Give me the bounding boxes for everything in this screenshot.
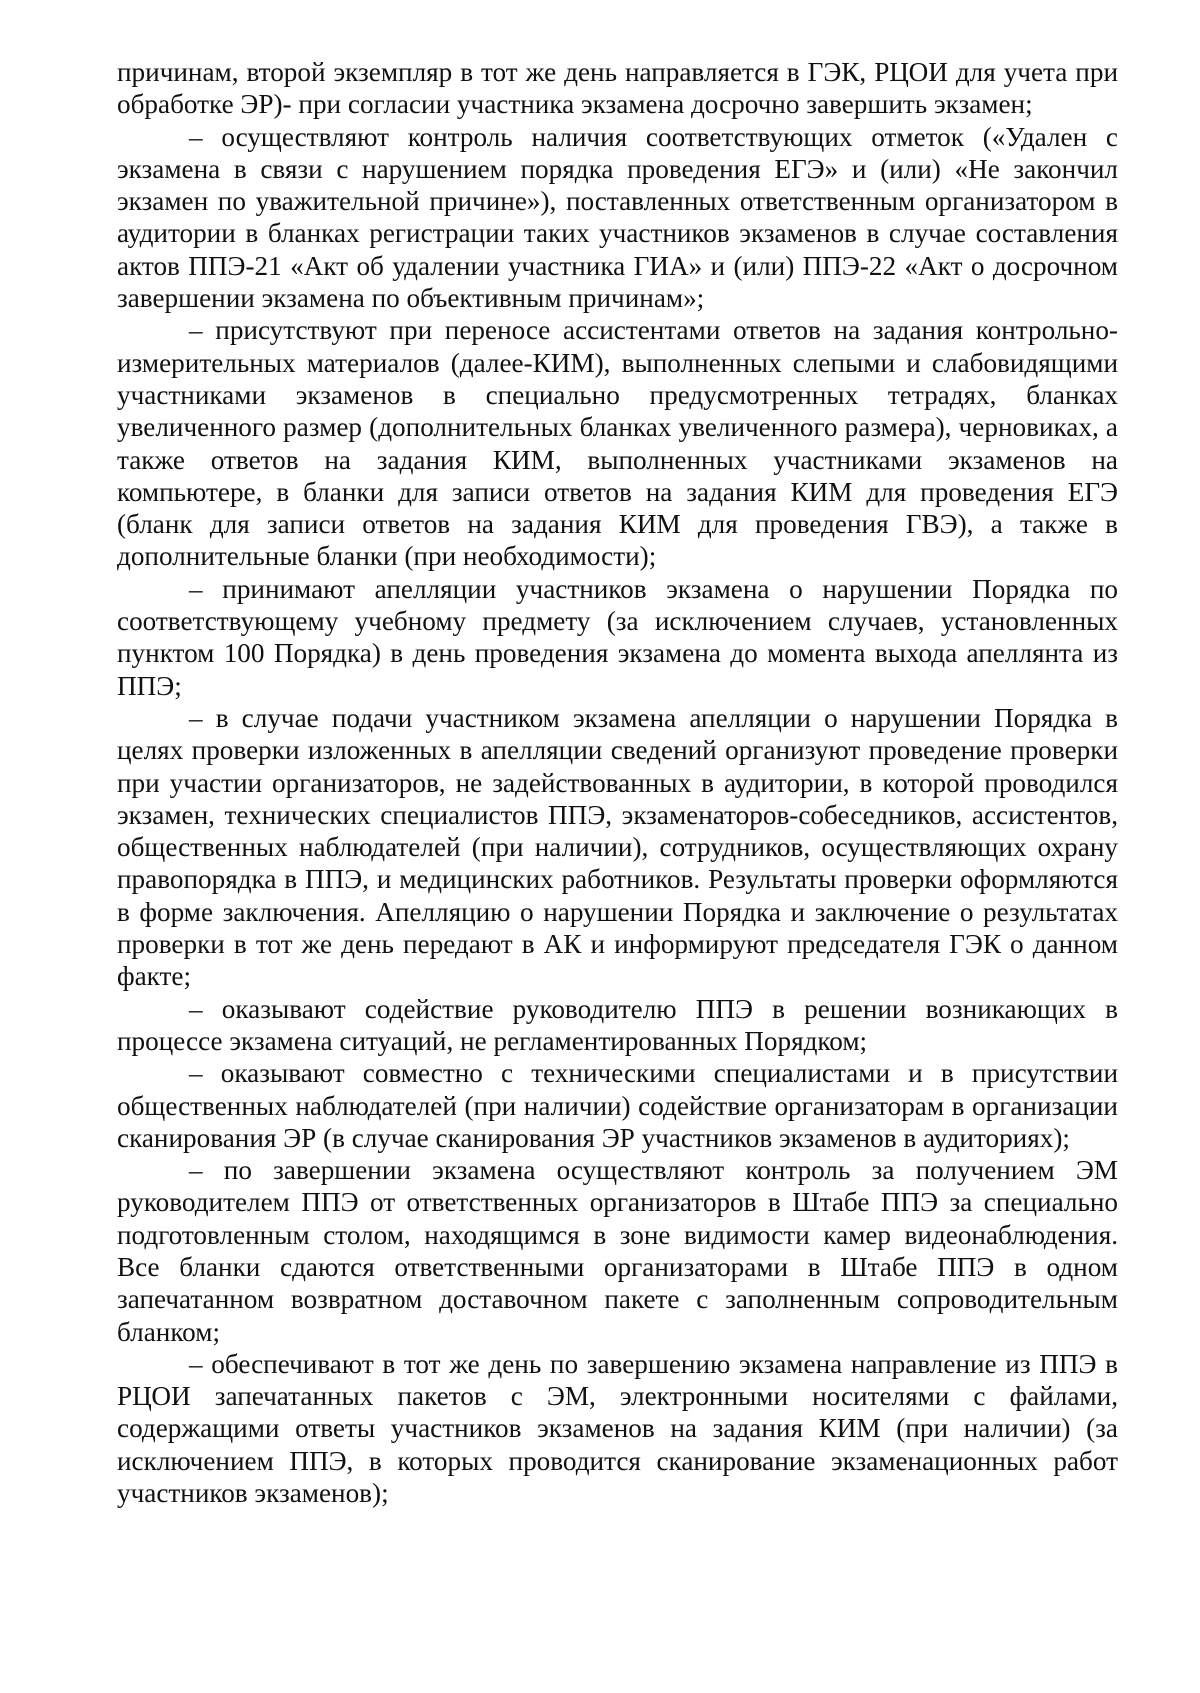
paragraph-delivery: – обеспечивают в тот же день по завершению экзамена направление из ППЭ в РЦОИ запечатанных пакетов с ЭМ, электронными носителями с файлами, содержащими ответы участников экзаменов на задания КИМ (при наличии) (за исключением ППЭ, в которых проводится сканирование экзаменационных работ участников экзаменов); — [117, 1348, 1118, 1509]
paragraph-exam-completion: – по завершении экзамена осуществляют контроль за получением ЭМ руководителем ППЭ от ответственных организаторов в Штабе ППЭ за специально подготовленным столом, находящимся в зоне видимости камер видеонаблюдения. Все бланки сдаются ответственными организаторами в Штабе ППЭ в одном запечатанном возвратном доставочном пакете с заполненным сопроводительным бланком; — [117, 1155, 1118, 1347]
paragraph-appeal-check: – в случае подачи участником экзамена апелляции о нарушении Порядка в целях проверки изложенных в апелляции сведений организуют проведение проверки при участии организаторов, не задействованных в аудитории, в которой проводился экзамен, технических специалистов ППЭ, экзаменаторов-собеседников, ассистентов, общественных наблюдателей (при наличии), сотрудников, осуществляющих охрану правопорядка в ППЭ, и медицинских работников. Результаты проверки оформляются в форме заключения. Апелляцию о нарушении Порядка и заключение о результатах проверки в тот же день передают в АК и информируют председателя ГЭК о данном факте; — [117, 702, 1118, 992]
paragraph-appeals: – принимают апелляции участников экзамена о нарушении Порядка по соответствующему учебному предмету (за исключением случаев, установленных пунктом 100 Порядка) в день проведения экзамена до момента выхода апеллянта из ППЭ; — [117, 573, 1118, 701]
paragraph-assistants-transfer: – присутствуют при переносе ассистентами ответов на задания контрольно-измерительных материалов (далее-КИМ), выполненных слепыми и слабовидящими участниками экзаменов в специально предусмотренных тетрадях, бланках увеличенного размер (дополнительных бланках увеличенного размера), черновиках, а также ответов на задания КИМ, выполненных участниками экзаменов на компьютере, в бланки для записи ответов на задания КИМ для проведения ЕГЭ (бланк для записи ответов на задания КИМ для проведения ГВЭ), а также в дополнительные бланки (при необходимости); — [117, 315, 1118, 572]
document-body — [117, 56, 1118, 1509]
paragraph-assist-head: – оказывают содействие руководителю ППЭ в решении возникающих в процессе экзамена ситуаций, не регламентированных Порядком; — [117, 993, 1118, 1056]
paragraph-control-marks: – осуществляют контроль наличия соответствующих отметок («Удален с экзамена в связи с нарушением порядка проведения ЕГЭ» и (или) «Не закончил экзамен по уважительной причине»), поставленных ответственным организатором в аудитории в бланках регистрации таких участников экзаменов в случае составления актов ППЭ-21 «Акт об удалении участника ГИА» и (или) ППЭ-22 «Акт о досрочном завершении экзамена по объективным причинам»; — [117, 121, 1118, 314]
paragraph-continuation: причинам, второй экземпляр в тот же день направляется в ГЭК, РЦОИ для учета при обработке ЭР)- при согласии участника экзамена досрочно завершить экзамен; — [117, 57, 1118, 120]
paragraph-scanning: – оказывают совместно с техническими специалистами и в присутствии общественных наблюдателей (при наличии) содействие организаторам в организации сканирования ЭР (в случае сканирования ЭР участников экзаменов в аудиториях); — [117, 1058, 1118, 1153]
